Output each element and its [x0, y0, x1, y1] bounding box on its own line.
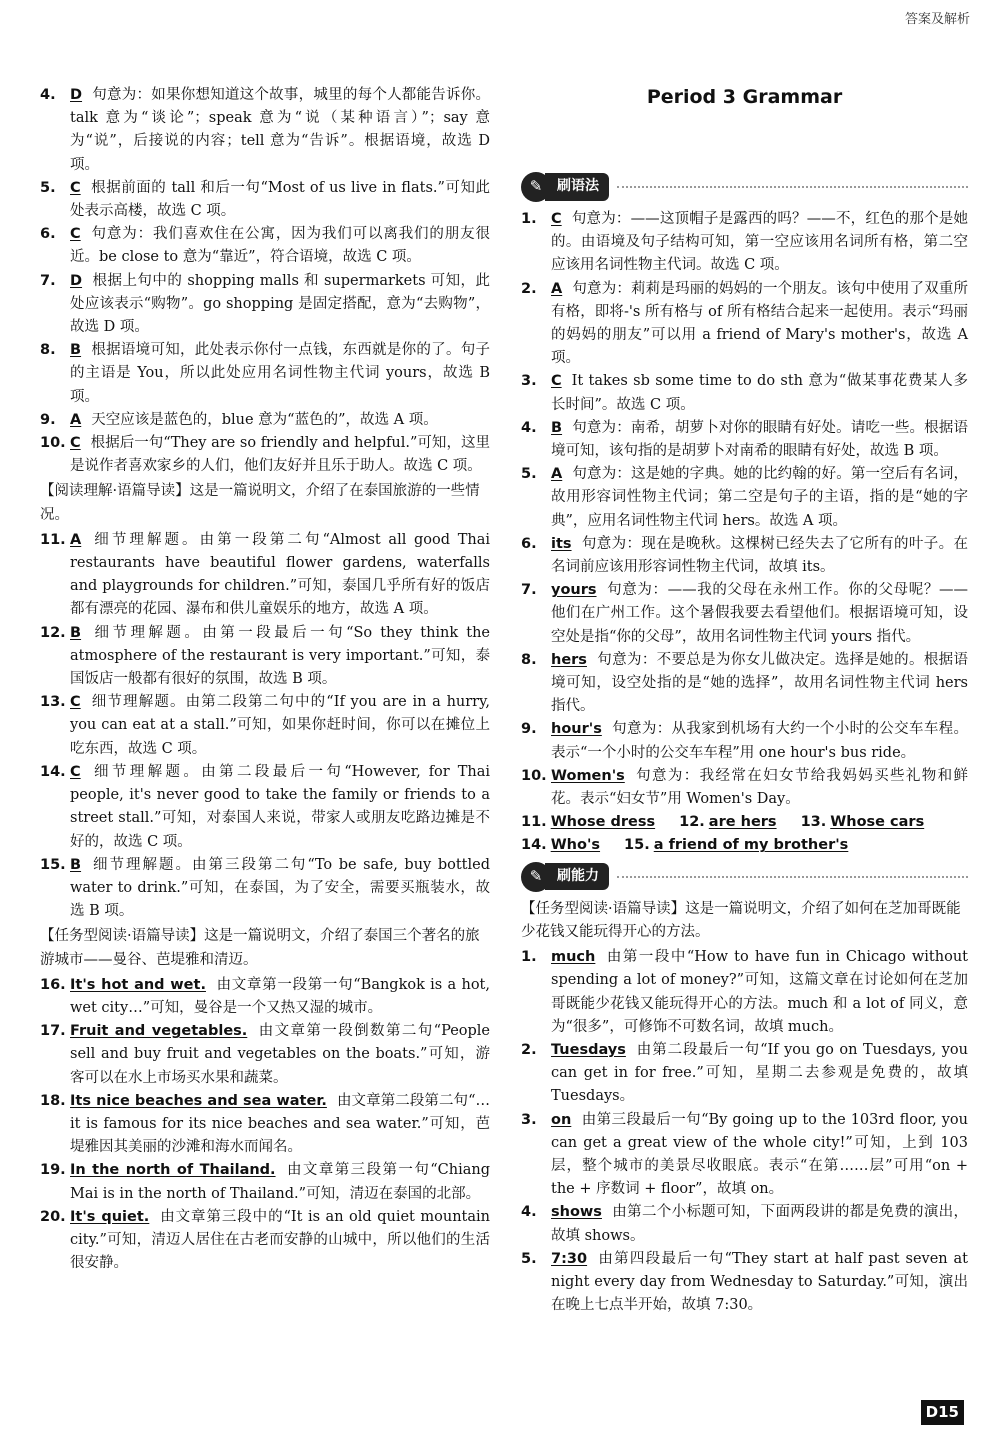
answer-item [521, 765, 968, 811]
answer-item [40, 529, 490, 622]
answer-key: 7:30 [551, 1250, 588, 1267]
answer-key: B [70, 856, 82, 873]
explanation: 句意为：从我家到机场有大约一个小时的公交车车程。表示“一个小时的公交车车程”用 one hour's bus ride。 [551, 721, 968, 761]
passage-intro: 【任务型阅读·语篇导读】这是一篇说明文，介绍了如何在芝加哥既能少花钱又能玩得开心的方法。 [521, 900, 961, 940]
explanation: 由第三段最后一句“By going up to the 103rd floor, you can get a great view of the whole city!”可知，上到 103 层，整个城市的美景尽收眼底。表示“在第……层”可用“on + the + 序数词 + floor”，故填 on。 [551, 1111, 968, 1198]
short-answer [801, 814, 937, 830]
short-answer [624, 837, 860, 853]
explanation: 细节理解题。由第二段最后一句“However, for Thai people, it's never good to take the family or friends to a street stall.”可知，对泰国人来说，带家人或朋友吃路边摊是不好的，故选 C 项。 [70, 763, 490, 850]
section-band-ability [521, 860, 968, 894]
explanation: 细节理解题。由第三段第二句“To be safe, buy bottled water to drink.”可知，在泰国，为了安全，需要买瓶装水，故选 B 项。 [70, 856, 490, 920]
explanation: 天空应该是蓝色的，blue 意为“蓝色的”，故选 A 项。 [91, 411, 438, 428]
pen-icon: ✎ [521, 862, 551, 892]
short-answer [521, 814, 667, 830]
answer-item [40, 223, 490, 269]
answer-item [40, 409, 490, 432]
short-answer-row [521, 834, 968, 857]
explanation: 句意为：南希，胡萝卜对你的眼睛有好处。请吃一些。根据语境可知，该句指的是胡萝卜对南希的眼睛有好处，故选 B 项。 [551, 419, 968, 460]
answer-key: In the north of Thailand. [70, 1162, 276, 1179]
explanation: 句意为：我经常在妇女节给我妈妈买些礼物和鲜花。表示“妇女节”用 Women's Day。 [551, 767, 968, 808]
explanation: 句意为：莉莉是玛丽的妈妈的一个朋友。该句中使用了双重所有格，即将-'s 所有格与 of 所有格结合起来一起使用。表示“玛丽的妈妈的朋友”可以用 a friend of Mary's mother's，故选 A 项。 [551, 280, 968, 367]
answer-item [40, 84, 490, 177]
explanation: 句意为：我们喜欢住在公寓，因为我们可以离我们的朋友很近。be close to 意为“靠近”，符合语境，故选 C 项。 [70, 226, 490, 266]
page-number: D15 [921, 1400, 964, 1425]
answer-item [40, 622, 490, 692]
answer-item [521, 533, 968, 579]
answer-item [521, 1109, 968, 1202]
short-answer [679, 814, 788, 830]
item-number: 5. [521, 466, 537, 483]
answer-key: Its nice beaches and sea water. [70, 1092, 327, 1109]
item-number: 6. [521, 535, 537, 552]
item-number: 12. [40, 624, 66, 641]
section-label: 刷能力 [545, 863, 609, 890]
passage-intro: 【任务型阅读·语篇导读】这是一篇说明文，介绍了泰国三个著名的旅游城市——曼谷、芭堤雅和清迈。 [40, 928, 480, 968]
answer-item [40, 761, 490, 854]
answer-item [521, 579, 968, 649]
item-number: 11. [40, 531, 66, 548]
short-answer-row [521, 811, 968, 834]
answer-item [521, 946, 968, 1039]
item-number: 4. [521, 419, 537, 436]
explanation: 由第一段中“How to have fun in Chicago without spending a lot of money?”可知，这篇文章在讨论如何在芝加哥既能少花钱又能玩得开心的方法。much 和 a lot of 同义，意为“很多”，可修饰不可数名词，故填 much。 [551, 949, 968, 1035]
explanation: 根据后一句“They are so friendly and helpful.”可知，这里是说作者喜欢家乡的人们，他们友好并且乐于助人。故选 C 项。 [70, 435, 490, 475]
answer-item [40, 691, 490, 761]
item-number: 6. [40, 226, 56, 243]
answer-key: B [551, 419, 563, 436]
answer-key: B [70, 342, 82, 359]
explanation: 细节理解题。由第二段第二句中的“If you are in a hurry, you can eat at a stall.”可知，如果你赶时间，你可以在摊位上吃东西，故选 C 项。 [70, 694, 490, 757]
item-number: 9. [521, 721, 537, 738]
explanation: 由文章第二段第二句“… it is famous for its nice beaches and sea water.”可知，芭堤雅因其美丽的沙滩和海水而闻名。 [70, 1092, 491, 1156]
answer-item [40, 1206, 490, 1276]
answer-key: much [551, 949, 596, 966]
item-number: 8. [40, 342, 56, 359]
explanation: 句意为：——这顶帽子是露西的吗？——不，红色的那个是她的。由语境及句子结构可知，第一空应该用名词所有格，第二空应该用名词性物主代词。故选 C 项。 [551, 211, 968, 274]
explanation: 由文章第三段第一句“Chiang Mai is in the north of Thailand.”可知，清迈在泰国的北部。 [70, 1162, 490, 1202]
item-number: 16. [40, 976, 66, 993]
answer-key: Women's [551, 767, 625, 784]
item-number: 8. [521, 651, 537, 668]
answer-key: B [70, 624, 82, 641]
explanation: 由文章第三段中的“It is an old quiet mountain city.”可知，清迈人居住在古老而安静的山城中，所以他们的生活很安静。 [70, 1208, 491, 1272]
explanation: 根据上句中的 shopping malls 和 supermarkets 可知，此处应该表示“购物”。go shopping 是固定搭配，意为“去购物”，故选 D 项。 [70, 272, 490, 336]
explanation: 句意为：这是她的字典。她的比约翰的好。第一空后有名词，故用形容词性物主代词；第二空是句子的主语，指的是“她的字典”，应用名词性物主代词 hers。故选 A 项。 [551, 466, 968, 529]
item-number: 12. [679, 814, 705, 831]
explanation: 句意为：不要总是为你女儿做决定。选择是她的。根据语境可知，设空处指的是“她的选择”，故用名词性物主代词 hers 指代。 [551, 651, 968, 715]
answer-key: It's quiet. [70, 1208, 150, 1225]
item-number: 1. [521, 211, 537, 227]
item-number: 18. [40, 1092, 66, 1109]
answer-item [40, 1090, 490, 1160]
answer-item [40, 432, 490, 478]
period-title: Period 3 Grammar [646, 86, 843, 108]
answer-item [40, 1020, 490, 1090]
answer-item [521, 278, 968, 371]
answer-key: its [551, 535, 572, 552]
answer-item [521, 649, 968, 719]
item-number: 4. [40, 87, 56, 103]
answer-item [40, 177, 490, 223]
answer-key: a friend of my brother's [653, 837, 849, 854]
answer-key: yours [551, 582, 597, 599]
item-number: 13. [40, 694, 66, 711]
dotted-divider [617, 876, 968, 878]
answer-key: Tuesdays [551, 1041, 626, 1058]
item-number: 17. [40, 1023, 66, 1040]
answer-key: A [70, 531, 82, 548]
item-number: 1. [521, 949, 537, 966]
item-number: 7. [521, 582, 537, 599]
explanation: 句意为：如果你想知道这个故事，城里的每个人都能告诉你。talk 意为“谈论”；speak 意为“说（某种语言）”；say 意为“说”，后接说的内容；tell 意为“告诉”。根据语境，故选 D 项。 [70, 87, 490, 173]
explanation: 细节理解题。由第一段最后一句“So they think the atmosphere of the restaurant is very important.”可知，泰国饭店一般都有很好的氛围，故选 B 项。 [70, 624, 490, 688]
item-number: 3. [521, 373, 537, 390]
answer-key: Whose cars [830, 814, 925, 831]
answer-item [521, 370, 968, 416]
answer-key: Who's [550, 837, 601, 854]
explanation: 由第四段最后一句“They start at half past seven at night every day from Wednesday to Saturday.”可知，演出在晚上七点半开始，故填 7:30。 [551, 1250, 968, 1314]
answer-key: C [551, 211, 562, 227]
item-number: 2. [521, 1041, 537, 1058]
answer-key: C [70, 694, 81, 711]
explanation: 由第二段最后一句“If you go on Tuesdays, you can get in for free.”可知，星期二去参观是免费的，故填 Tuesdays。 [551, 1041, 968, 1105]
item-number: 5. [521, 1250, 537, 1267]
explanation: 根据前面的 tall 和后一句“Most of us live in flats.”可知此处表示高楼，故选 C 项。 [70, 179, 490, 220]
item-number: 13. [800, 814, 827, 831]
item-number: 2. [521, 280, 537, 297]
item-number: 14. [521, 837, 547, 854]
answer-key: C [70, 179, 81, 196]
answer-item [40, 339, 490, 409]
answer-key: on [551, 1111, 572, 1128]
item-number: 10. [521, 767, 547, 784]
item-number: 11. [521, 814, 547, 831]
pen-icon: ✎ [521, 172, 551, 202]
answer-key: A [551, 280, 563, 297]
dotted-divider [617, 186, 968, 188]
explanation: 根据语境可知，此处表示你付一点钱，东西就是你的了。句子的主语是 You，所以此处应用名词性物主代词 yours，故选 B 项。 [70, 342, 490, 405]
left-column [40, 84, 490, 1275]
answer-key: Whose dress [550, 814, 656, 831]
explanation: 由文章第一段倒数第二句“People sell and buy fruit and vegetables on the boats.”可知，游客可以在水上市场买水果和蔬菜。 [70, 1023, 490, 1086]
answer-item [521, 718, 968, 764]
answer-item [521, 1201, 968, 1247]
answer-item [40, 270, 490, 340]
answer-item [521, 1039, 968, 1109]
right-column [521, 168, 968, 1317]
explanation: 由第二个小标题可知，下面两段讲的都是免费的演出，故填 shows。 [551, 1204, 968, 1244]
answer-key: C [70, 763, 81, 780]
answer-key: D [70, 272, 83, 289]
explanation: It takes sb some time to do sth 意为“做某事花费某人多长时间”。故选 C 项。 [551, 373, 968, 413]
answer-item [40, 1159, 490, 1205]
item-number: 7. [40, 272, 56, 289]
section-label: 刷语法 [545, 173, 609, 200]
answer-key: A [551, 466, 563, 483]
section-band-grammar [521, 170, 968, 204]
answer-key: shows [551, 1204, 602, 1221]
answer-key: C [70, 226, 81, 243]
answer-key: are hers [708, 814, 777, 831]
item-number: 3. [521, 1111, 537, 1128]
item-number: 9. [40, 411, 56, 428]
answer-item [40, 854, 490, 924]
answer-key: It's hot and wet. [70, 976, 206, 993]
explanation: 细节理解题。由第一段第二句“Almost all good Thai restaurants have beautiful flower gardens, waterfalls and playgrounds for children.”可知，泰国几乎所有好的饭店都有漂亮的花园、瀑布和供儿童娱乐的地方，故选 A 项。 [70, 531, 490, 618]
short-answer [521, 837, 612, 853]
answer-item [521, 417, 968, 463]
answer-key: C [70, 435, 81, 452]
answer-key: D [70, 87, 83, 103]
answer-item [521, 463, 968, 533]
item-number: 10. [40, 435, 66, 452]
answer-item [521, 1248, 968, 1318]
answer-key: hers [551, 651, 587, 668]
page-header: 答案及解析 [904, 12, 970, 27]
item-number: 14. [40, 763, 66, 780]
answer-key: C [551, 373, 562, 390]
answer-item [40, 974, 490, 1020]
item-number: 19. [40, 1162, 66, 1179]
explanation: 句意为：——我的父母在永州工作。你的父母呢？——他们在广州工作。这个暑假我要去看望他们。根据语境可知，设空处是指“你的父母”，故用名词性物主代词 yours 指代。 [551, 582, 968, 645]
explanation: 句意为：现在是晚秋。这棵树已经失去了它所有的叶子。在名词前应该用形容词性物主代词，故填 its。 [551, 535, 968, 576]
item-number: 4. [521, 1204, 537, 1221]
answer-key: Fruit and vegetables. [70, 1023, 248, 1040]
item-number: 20. [40, 1208, 66, 1225]
item-number: 5. [40, 179, 56, 196]
explanation: 由文章第一段第一句“Bangkok is a hot, wet city…”可知，曼谷是一个又热又湿的城市。 [70, 976, 490, 1016]
item-number: 15. [624, 837, 650, 854]
answer-item [521, 208, 968, 278]
passage-intro: 【阅读理解·语篇导读】这是一篇说明文，介绍了在泰国旅游的一些情况。 [40, 483, 480, 523]
item-number: 15. [40, 856, 66, 873]
answer-key: A [70, 411, 82, 428]
answer-key: hour's [551, 721, 602, 738]
